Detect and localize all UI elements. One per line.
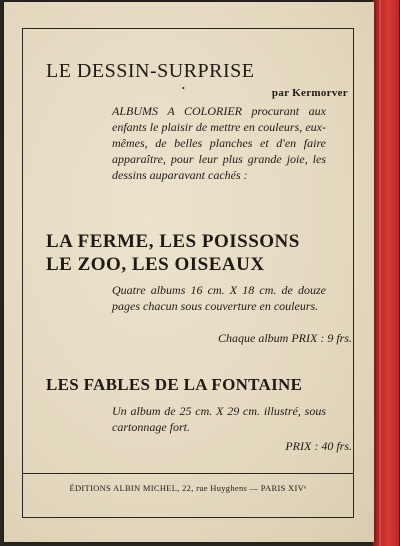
section2-title-line2: LE ZOO, LES OISEAUX (46, 254, 265, 275)
section3-price: PRIX : 40 frs. (285, 439, 352, 453)
section2-title-line1: LA FERME, LES POISSONS (46, 231, 300, 252)
section2-description: Quatre albums 16 cm. X 18 cm. de douze pages chacun sous couverture en couleurs. (112, 283, 326, 313)
section3-title: LES FABLES DE LA FONTAINE (46, 375, 303, 394)
section3-description: Un album de 25 cm. X 29 cm. illustré, sous cartonnage fort. (112, 404, 326, 434)
decorative-dot: • (182, 84, 185, 93)
footer-divider (22, 473, 354, 474)
section1-description: ALBUMS A COLORIER procurant aux enfants le plaisir de mettre en couleurs, eux-mêmes, de belles planches et d'en faire apparaître, pour leur plus grande joie, les dessins auparavant cachés : (112, 104, 326, 182)
section2-price: Chaque album PRIX : 9 frs. (218, 331, 352, 345)
section1-title: LE DESSIN-SURPRISE (46, 60, 255, 82)
section1-author: par Kermorver (271, 87, 348, 99)
section2-title (46, 230, 300, 276)
book-spine (372, 0, 399, 546)
publisher-footer: ÉDITIONS ALBIN MICHEL, 22, rue Huyghens — PARIS XIVᵉ (69, 483, 307, 493)
